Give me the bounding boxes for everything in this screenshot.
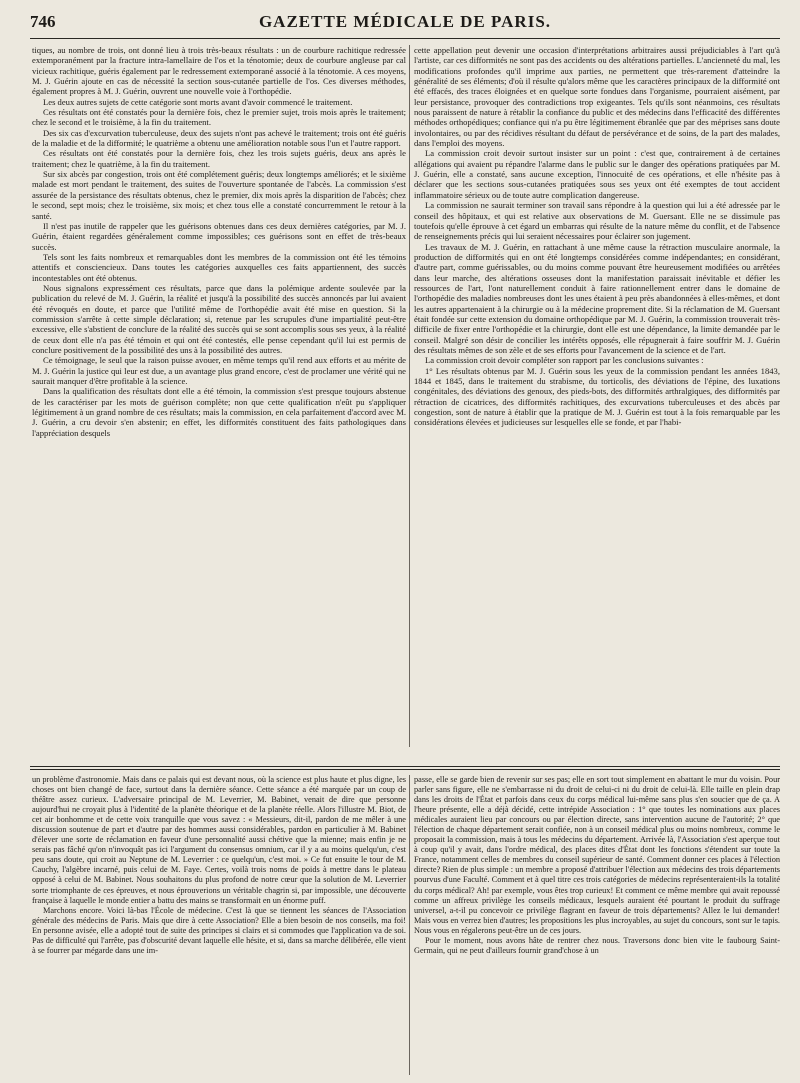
journal-title: GAZETTE MÉDICALE DE PARIS.: [258, 12, 552, 31]
report-column-right: [414, 45, 780, 745]
paragraph: La commission ne saurait terminer son travail sans répondre à la question qui lui a été adressée par le conseil des hôpitaux, et qui est relative aux observations de M. Guersant. Elle ne se dissimule pas toutefois qu'elle éprouve à cet égard un embarras qui résulte de la nature même du conflit, et de l'absence de renseignements précis qui lui seraient nécessaires pour éclairer son jugement.: [414, 200, 780, 242]
header-rule: [30, 38, 780, 39]
paragraph: Pour le moment, nous avons hâte de rentrer chez nous. Traversons donc bien vite le faubourg Saint-Germain, qui ne peut d'ailleurs fournir grand'chose à un: [414, 935, 780, 955]
paragraph: La commission croit devoir compléter son rapport par les conclusions suivantes :: [425, 355, 704, 366]
paragraph: Ces résultats ont été constatés pour la dernière fois, chez le premier sujet, trois mois après le traitement; chez le second et le troisième, à la fin du traitement.: [32, 107, 406, 128]
page-header: [30, 12, 780, 38]
feuilleton-column-right: [414, 775, 780, 1075]
feuilleton-rule: [30, 766, 780, 767]
page-number: 746: [30, 12, 56, 31]
paragraph: Les travaux de M. J. Guérin, en rattachant à une même cause la rétraction musculaire anormale, la production de difformités qui en ont été longtemps considérées comme indépendantes; en considérant, d'autre part, comme guérissables, ou du moins comme pouvant être heureusement modifiées ou arrêtées dans leur marche, des altérations osseuses dont la manifestation paraissait inévitable et défier les ressources de l'art, l'ont naturellement conduit à faire rationnellement entrer dans le domaine de l'orthopédie des maladies nombreuses dont les unes étaient à peu près abandonnées à elles-mêmes, et dont les autres appartenaient à la chirurgie ou à la médecine proprement dite. Si la réclamation de M. Guersant était fondée sur cette extension du domaine orthopédique par M. J. Guérin, la commission trouverait très-difficile de fixer entre l'orthopédie et la chirurgie, dont elle est une dépendance, la limite demandée par le conseil. Malgré son désir de concilier les intérêts opposés, elle répugnerait à faire souffrir M. J. Guérin des résultats mêmes de son zèle et de ses efforts pour l'avancement de la science et de l'art.: [414, 241, 780, 355]
paragraph: Sur six abcès par congestion, trois ont été complétement guéris; deux longtemps améliorés; et le sixième malade est mort pendant le traitement, des suites de l'ouverture spontanée de l'abcès. La commission s'est assurée de la persistance des résultats obtenus, chez le premier, dix mois après la disparition de l'abcès; chez le second, sept mois; chez le troisième, six mois; et chez tous elle a constaté concurremment le retour à la santé.: [32, 169, 406, 221]
feuilleton-column-left: [32, 775, 406, 1075]
paragraph: Ces résultats ont été constatés pour la dernière fois, chez les trois sujets guéris, deux ans après le traitement; chez le quatrième, à la fin du traitement.: [32, 148, 406, 169]
paragraph: passe, elle se garde bien de revenir sur ses pas; elle en sort tout simplement en abattant le mur du voisin. Pour parler sans figure, elle ne s'embarrasse ni du droit de celui-ci ni du droit de celui-là. Elle taille en plein drap dans les droits de l'État et parfois dans ceux du corps médical lui-même sans plus s'en soucier que de ça. A l'heure présente, elle a déjà décidé, cette intrépide Association : 1° que toutes les nominations aux places médicales auraient lieu par concours ou par élection directe, sans intervention aucune de l'autorité; 2° que l'élection de chaque département serait confiée, non à un conseil médical plus ou moins nombreux, comme le proposait la commission, mais à tous les médecins du département. Arrivée là, l'Association s'est aperçue tout à coup qu'il y avait, dans l'ordre médical, des places dites d'État dont les fonctions s'étendent sur toute la France, notamment celles de membres du conseil supérieur de santé. Comment donner ces places à l'élection directe? Rien de plus simple : un membre a proposé d'attribuer l'élection aux médecins des trois départements pourvus d'une Faculté. Comment et à quel titre ces trois catégories de médecins représenteraient-ils la totalité du corps médical? Ah! par exemple, vous êtes trop curieux! Et comment ce même membre qui avait repoussé comme un affreux privilège les conseils médicaux, lesquels auraient été pourtant le produit du suffrage universel, a-t-il pu concevoir ce privilège flagrant en faveur de trois départements? Allez le lui demander! Mais vous en verrez bien d'autres; les propositions les plus incroyables, au sujet du concours, sont sur le tapis. Nous vous en régalerons peut-être un de ces jours.: [414, 775, 780, 935]
paragraph: Ce témoignage, le seul que la raison puisse avouer, en même temps qu'il rend aux efforts et au mérite de M. J. Guérin la justice qui leur est due, a un avantage plus grand encore, c'est de proclamer une vérité qui ne saurait manquer d'être profitable à la science.: [32, 355, 406, 386]
paragraph: Les deux autres sujets de cette catégorie sont morts avant d'avoir commencé le traitement.: [43, 96, 353, 107]
feuilleton-rule-thin: [30, 769, 780, 770]
report-column-left: [32, 45, 406, 745]
paragraph: Il n'est pas inutile de rappeler que les guérisons obtenues dans ces deux dernières catégories, par M. J. Guérin, étaient regardées généralement comme impossibles; ces guérisons sont en effet de très-beaux succès.: [32, 220, 406, 252]
paragraph: tiques, au nombre de trois, ont donné lieu à trois très-beaux résultats : un de courbure rachitique redressée extemporanément par la fracture intra-lamellaire de l'os et la ténotomie; deux de courbure angleuse par cal vicieux rachitique, guéris également par le redressement extemporané associé à la ténotomie. A ces moyens, M. J. Guérin ajoute en cas de nécessité la section sous-cutanée partielle de l'os. Ces diverses méthodes, également propres à M. J. Guérin, ouvrent une nouvelle voie à l'orthopédie.: [32, 45, 406, 97]
column-divider: [409, 775, 410, 1075]
paragraph: Tels sont les faits nombreux et remarquables dont les membres de la commission ont été les témoins attentifs et consciencieux. Dans toutes les catégories auxquelles ces faits appartiennent, des succès incontestables ont été obtenus.: [32, 251, 406, 283]
paragraph: 1° Les résultats obtenus par M. J. Guérin sous les yeux de la commission pendant les années 1843, 1844 et 1845, dans le traitement du strabisme, du torticolis, des déviations de l'épine, des luxations congénitales, des déviations des genoux, des pieds-bots, des difformités arthralgiques, des difformités par rétraction de cicatrices, des difformités rachitiques, des excurvations tuberculeuses et des abcès par congestion, sont de nature à établir que la pratique de M. J. Guérin est tout à la fois remarquable par les considérations élevées et judicieuses sur lesquelles elle se fonde, et par l'habi-: [414, 365, 780, 428]
paragraph: Dans la qualification des résultats dont elle a été témoin, la commission s'est presque toujours abstenue de les caractériser par les mots de guérison complète; non que cette qualification n'eût pu s'appliquer légitimement à un grand nombre de ces résultats; mais la commission, en cela parfaitement d'accord avec M. J. Guérin, a cru devoir s'en abstenir; en effet, les difformités constituent des faits pathologiques dans l'appréciation desquels: [32, 386, 406, 438]
paragraph: Marchons encore. Voici là-bas l'École de médecine. C'est là que se tiennent les séances de l'Association générale des médecins de Paris. Mais que dire à cette Association? Elle a bien besoin de nos conseils, ma foi! En personne avisée, elle a adopté tout de suite des principes si clairs et si commodes que l'application va de soi. Pas de difficulté qui l'arrête, pas d'obscurité devant laquelle elle hésite, et si, dans sa marche délibérée, elle vient à se fourrer par mégarde dans une im-: [32, 905, 406, 955]
paragraph: La commission croit devoir surtout insister sur un point : c'est que, contrairement à de certaines allégations qui avaient pu répandre l'alarme dans le public sur le danger des opérations pratiquées par M. J. Guérin, elle a constaté, sans aucune exception, l'innocuité de ces opérations, et elle n'hésite pas à déclarer que les sections sous-cutanées pratiquées sous ses yeux ont été exemptes de tout accident inflammatoire sérieux ou de toute autre complication dangereuse.: [414, 148, 780, 200]
paragraph: Nous signalons expressément ces résultats, parce que dans la polémique ardente soulevée par la publication du relevé de M. J. Guérin, la réalité et jusqu'à la possibilité des succès annoncés par lui avaient été révoqués en doute, et parce que l'utilité même de l'orthopédie avait été mise en question. Si la commission s'arrête à cette simple déclaration; si, retenue par les scrupules d'une impartialité peut-être excessive, elle s'abstient de conclure de la réalité des succès qui se sont accomplis sous ses yeux, à la réalité de ceux dont elle n'a pas été témoin et qui ont été contestés, elle pense cependant qu'il lui est permis de conclure positivement de la possibilité des uns à la possibilité des autres.: [32, 282, 406, 355]
column-divider: [409, 45, 410, 747]
paragraph: Des six cas d'excurvation tuberculeuse, deux des sujets n'ont pas achevé le traitement; trois ont été guéris de la maladie et de la difformité; le quatrième a obtenu une amélioration notable sous l'un et l'autre rapport.: [32, 127, 406, 149]
paragraph: un problème d'astronomie. Mais dans ce palais qui est devant nous, où la science est plus haute et plus digne, les choses ont bien changé de face, surtout dans la dernière séance. Cette séance a été marquée par un coup de théâtre assez curieux. L'adversaire principal de M. Leverrier, M. Babinet, venait de dire que personne aujourd'hui ne croyait plus à l'identité de la planète théorique et de la planète réelle. Alors l'illustre M. Biot, de cet air bonhomme et de cette voix tranquille que vous savez : « Messieurs, dit-il, pardon de me mêler à une discussion soutenue de part et d'autre par des hommes aussi considérables, pardon en particulier à M. Babinet d'élever une sorte de réclamation en faveur d'une personnalité aussi chétive que la mienne; mais enfin je ne serais pas fâché qu'on n'invoquât pas ici l'argument du consensus omnium, car il y a au moins quelqu'un, c'est peu sans doute, qui croit au Neptune de M. Leverrier : ce quelqu'un, c'est moi. » Ce fut ensuite le tour de M. Cauchy, l'algèbre incarné, puis celui de M. Faye. Certes, voilà trois noms de poids à mettre dans le plateau opposé à celui de M. Babinet. Nous souhaitons du plus profond de notre cœur que la solution de M. Leverrier sorte triomphante de ces épreuves, et nous éprouverions un véritable chagrin si, par impossible, une découverte française à laquelle le monde entier a battu des mains se transformait en un énorme puff.: [32, 775, 406, 905]
paragraph: cette appellation peut devenir une occasion d'interprétations arbitraires aussi préjudiciables à l'art qu'à l'artiste, car ces difformités ne sont pas des accidents ou des altérations partielles. L'ancienneté du mal, les modifications profondes qu'il imprime aux parties, ne permettent que très-rarement d'atteindre la généralité de ses éléments; d'où il résulte qu'alors même que les caractères principaux de la difformité ont été effacés, des traces éloignées et en quelque sorte fondues dans l'organisme, pourraient aisément, par leur persistance, provoquer des contradictions trop exigeantes. Tels qu'ils sont néanmoins, ces résultats nous paraissent de nature à rétablir la confiance du public et des médecins dans l'efficacité des différentes méthodes orthopédiques; confiance qui n'a pu être légitimement ébranlée que par des méprises sans doute involontaires, ou par des récidives résultant du défaut de persévérance et de soins, de la part des malades, dans l'emploi des moyens.: [414, 45, 780, 149]
